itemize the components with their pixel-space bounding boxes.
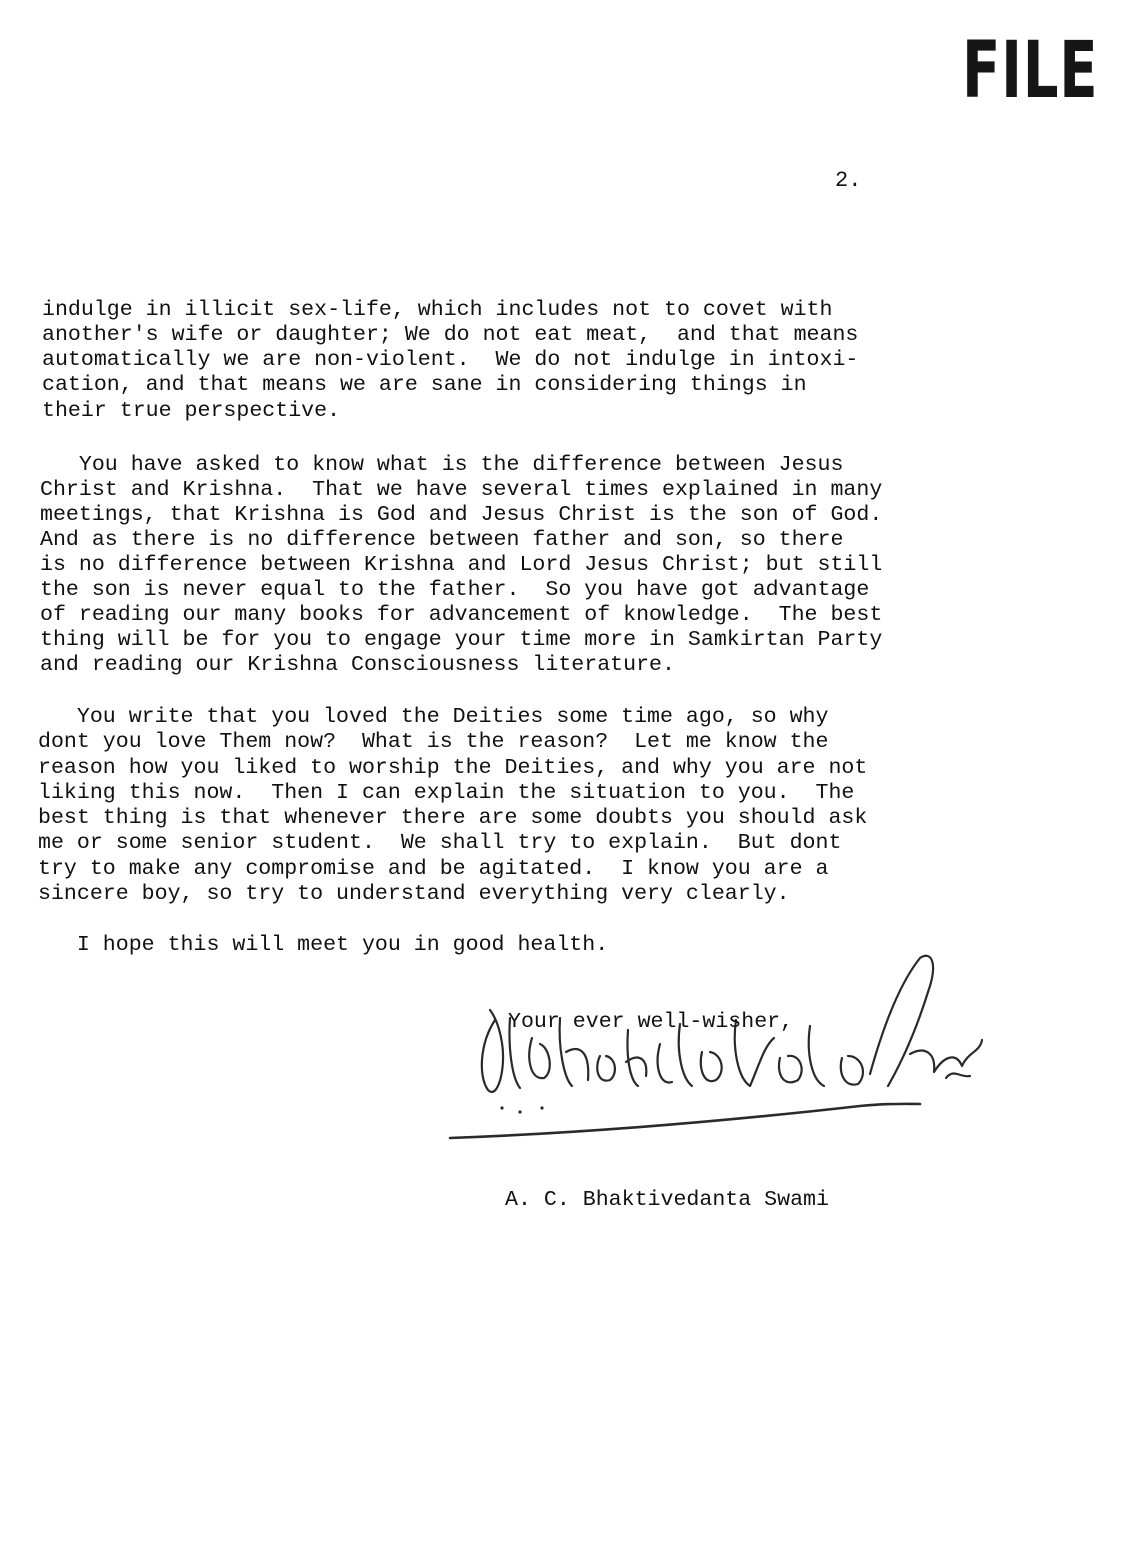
body-line: You write that you loved the Deities some time ago, so why	[38, 705, 829, 729]
body-line: me or some senior student. We shall try to explain. But dont	[38, 831, 842, 855]
body-line: Christ and Krishna. That we have several times explained in many	[40, 478, 883, 502]
body-line: sincere boy, so try to understand everything very clearly.	[38, 882, 790, 906]
body-line: of reading our many books for advancement of knowledge. The best	[40, 603, 883, 627]
body-line: indulge in illicit sex-life, which includes not to covet with	[42, 298, 833, 322]
body-line: their true perspective.	[42, 399, 341, 423]
body-line: try to make any compromise and be agitated. I know you are a	[38, 857, 829, 881]
body-line: meetings, that Krishna is God and Jesus Christ is the son of God.	[40, 503, 883, 527]
body-line: And as there is no difference between father and son, so there	[40, 528, 844, 552]
body-line: dont you love Them now? What is the reason? Let me know the	[38, 730, 829, 754]
file-stamp: FILE	[962, 26, 1099, 116]
body-line: You have asked to know what is the difference between Jesus	[40, 453, 844, 477]
body-line: best thing is that whenever there are some doubts you should ask	[38, 806, 868, 830]
page-number: 2.	[835, 168, 862, 193]
signer-name: A. C. Bhaktivedanta Swami	[505, 1188, 829, 1212]
handwritten-signature	[440, 948, 1000, 1158]
body-line: and reading our Krishna Consciousness literature.	[40, 653, 675, 677]
closing-line: Your ever well-wisher,	[508, 1010, 794, 1034]
body-line: another's wife or daughter; We do not eat meat, and that means	[42, 323, 859, 347]
body-line: thing will be for you to engage your time more in Samkirtan Party	[40, 628, 883, 652]
body-line: cation, and that means we are sane in considering things in	[42, 373, 807, 397]
body-line: the son is never equal to the father. So you have got advantage	[40, 578, 870, 602]
body-line: I hope this will meet you in good health.	[38, 933, 609, 957]
body-line: automatically we are non-violent. We do not indulge in intoxi-	[42, 348, 859, 372]
body-line: reason how you liked to worship the Deities, and why you are not	[38, 756, 868, 780]
body-line: is no difference between Krishna and Lord Jesus Christ; but still	[40, 553, 883, 577]
body-line: liking this now. Then I can explain the situation to you. The	[38, 781, 855, 805]
